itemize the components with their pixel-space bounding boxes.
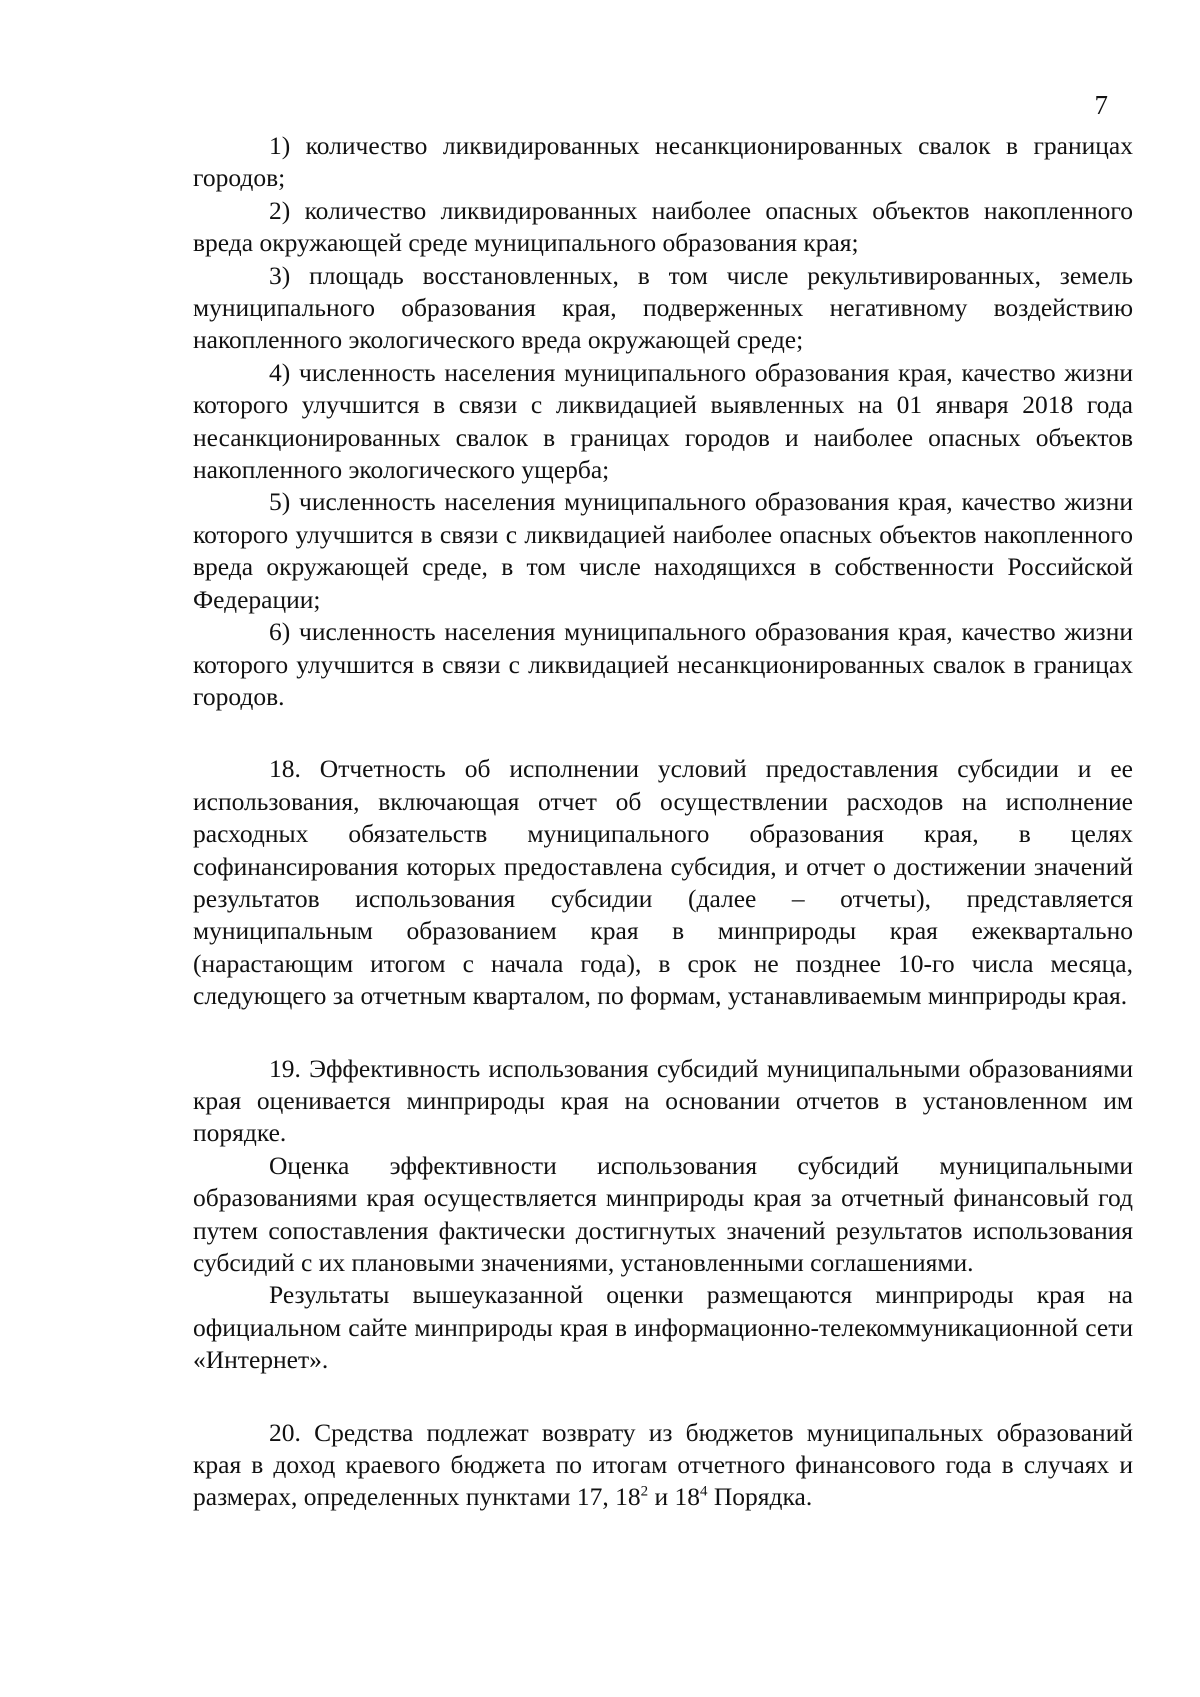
clause-19-results: Результаты вышеуказанной оценки размещаются минприроды края на официальном сайте минприроды края в информационно-телекоммуникационной сети «Интернет». (193, 1280, 1133, 1375)
clause-20-text-end: Порядка. (707, 1482, 813, 1512)
clause-20-text-start: 20. Средства подлежат возврату из бюджетов муниципальных образований края в доход краевого бюджета по итогам отчетного финансового года в случаях и размерах, определенных пунктами 17, 18 (193, 1417, 1133, 1512)
list-item-5: 5) численность населения муниципального образования края, качество жизни которого улучшится в связи с ликвидацией наиболее опасных объектов накопленного вреда окружающей среде, в том числе находящихся в собственности Российской Федерации; (193, 487, 1133, 614)
section-spacer (193, 1377, 1133, 1417)
section-spacer (193, 713, 1133, 753)
clause-20-superscript-1: 2 (640, 1483, 649, 1500)
list-item-4: 4) численность населения муниципального образования края, качество жизни которого улучшится в связи с ликвидацией выявленных на 01 января 2018 года несанкционированных свалок в границах городов и наиболее опасных объектов накопленного экологического ущерба; (193, 357, 1133, 485)
page-number: 7 (1094, 90, 1108, 120)
clause-20-superscript-2: 4 (700, 1483, 708, 1500)
clause-18: 18. Отчетность об исполнении условий предоставления субсидии и ее использования, включающая отчет об осуществлении расходов на исполнение расходных обязательств муниципального образования края, в целях софинансирования которых предоставлена субсидия, и отчет о достижении значений результатов использования субсидии (далее – отчеты), представляется муниципальным образованием края в минприроды края ежеквартально (нарастающим итогом с начала года), в срок не позднее 10-го числа месяца, следующего за отчетным кварталом, по формам, устанавливаемым минприроды края. (193, 754, 1133, 1011)
clause-20-text-middle: и 18 (648, 1482, 701, 1512)
clause-20 (193, 1417, 1133, 1514)
list-item-1: 1) количество ликвидированных несанкционированных свалок в границах городов; (193, 131, 1133, 193)
section-spacer (193, 1013, 1133, 1053)
clause-19-evaluation: Оценка эффективности использования субсидий муниципальными образованиями края осуществляется минприроды края за отчетный финансовый год путем сопоставления фактически достигнутых значений результатов использования субсидий с их плановыми значениями, установленными соглашениями. (193, 1150, 1133, 1277)
list-item-2: 2) количество ликвидированных наиболее опасных объектов накопленного вреда окружающей среде муниципального образования края; (193, 195, 1133, 258)
clause-19: 19. Эффективность использования субсидий муниципальными образованиями края оценивается минприроды края на основании отчетов в установленном им порядке. (193, 1053, 1133, 1148)
list-item-3: 3) площадь восстановленных, в том числе рекультивированных, земель муниципального образования края, подверженных негативному воздействию накопленного экологического вреда окружающей среде; (193, 260, 1133, 355)
list-item-6: 6) численность населения муниципального образования края, качество жизни которого улучшится в связи с ликвидацией несанкционированных свалок в границах городов. (193, 617, 1133, 711)
document-body (193, 130, 1133, 1514)
